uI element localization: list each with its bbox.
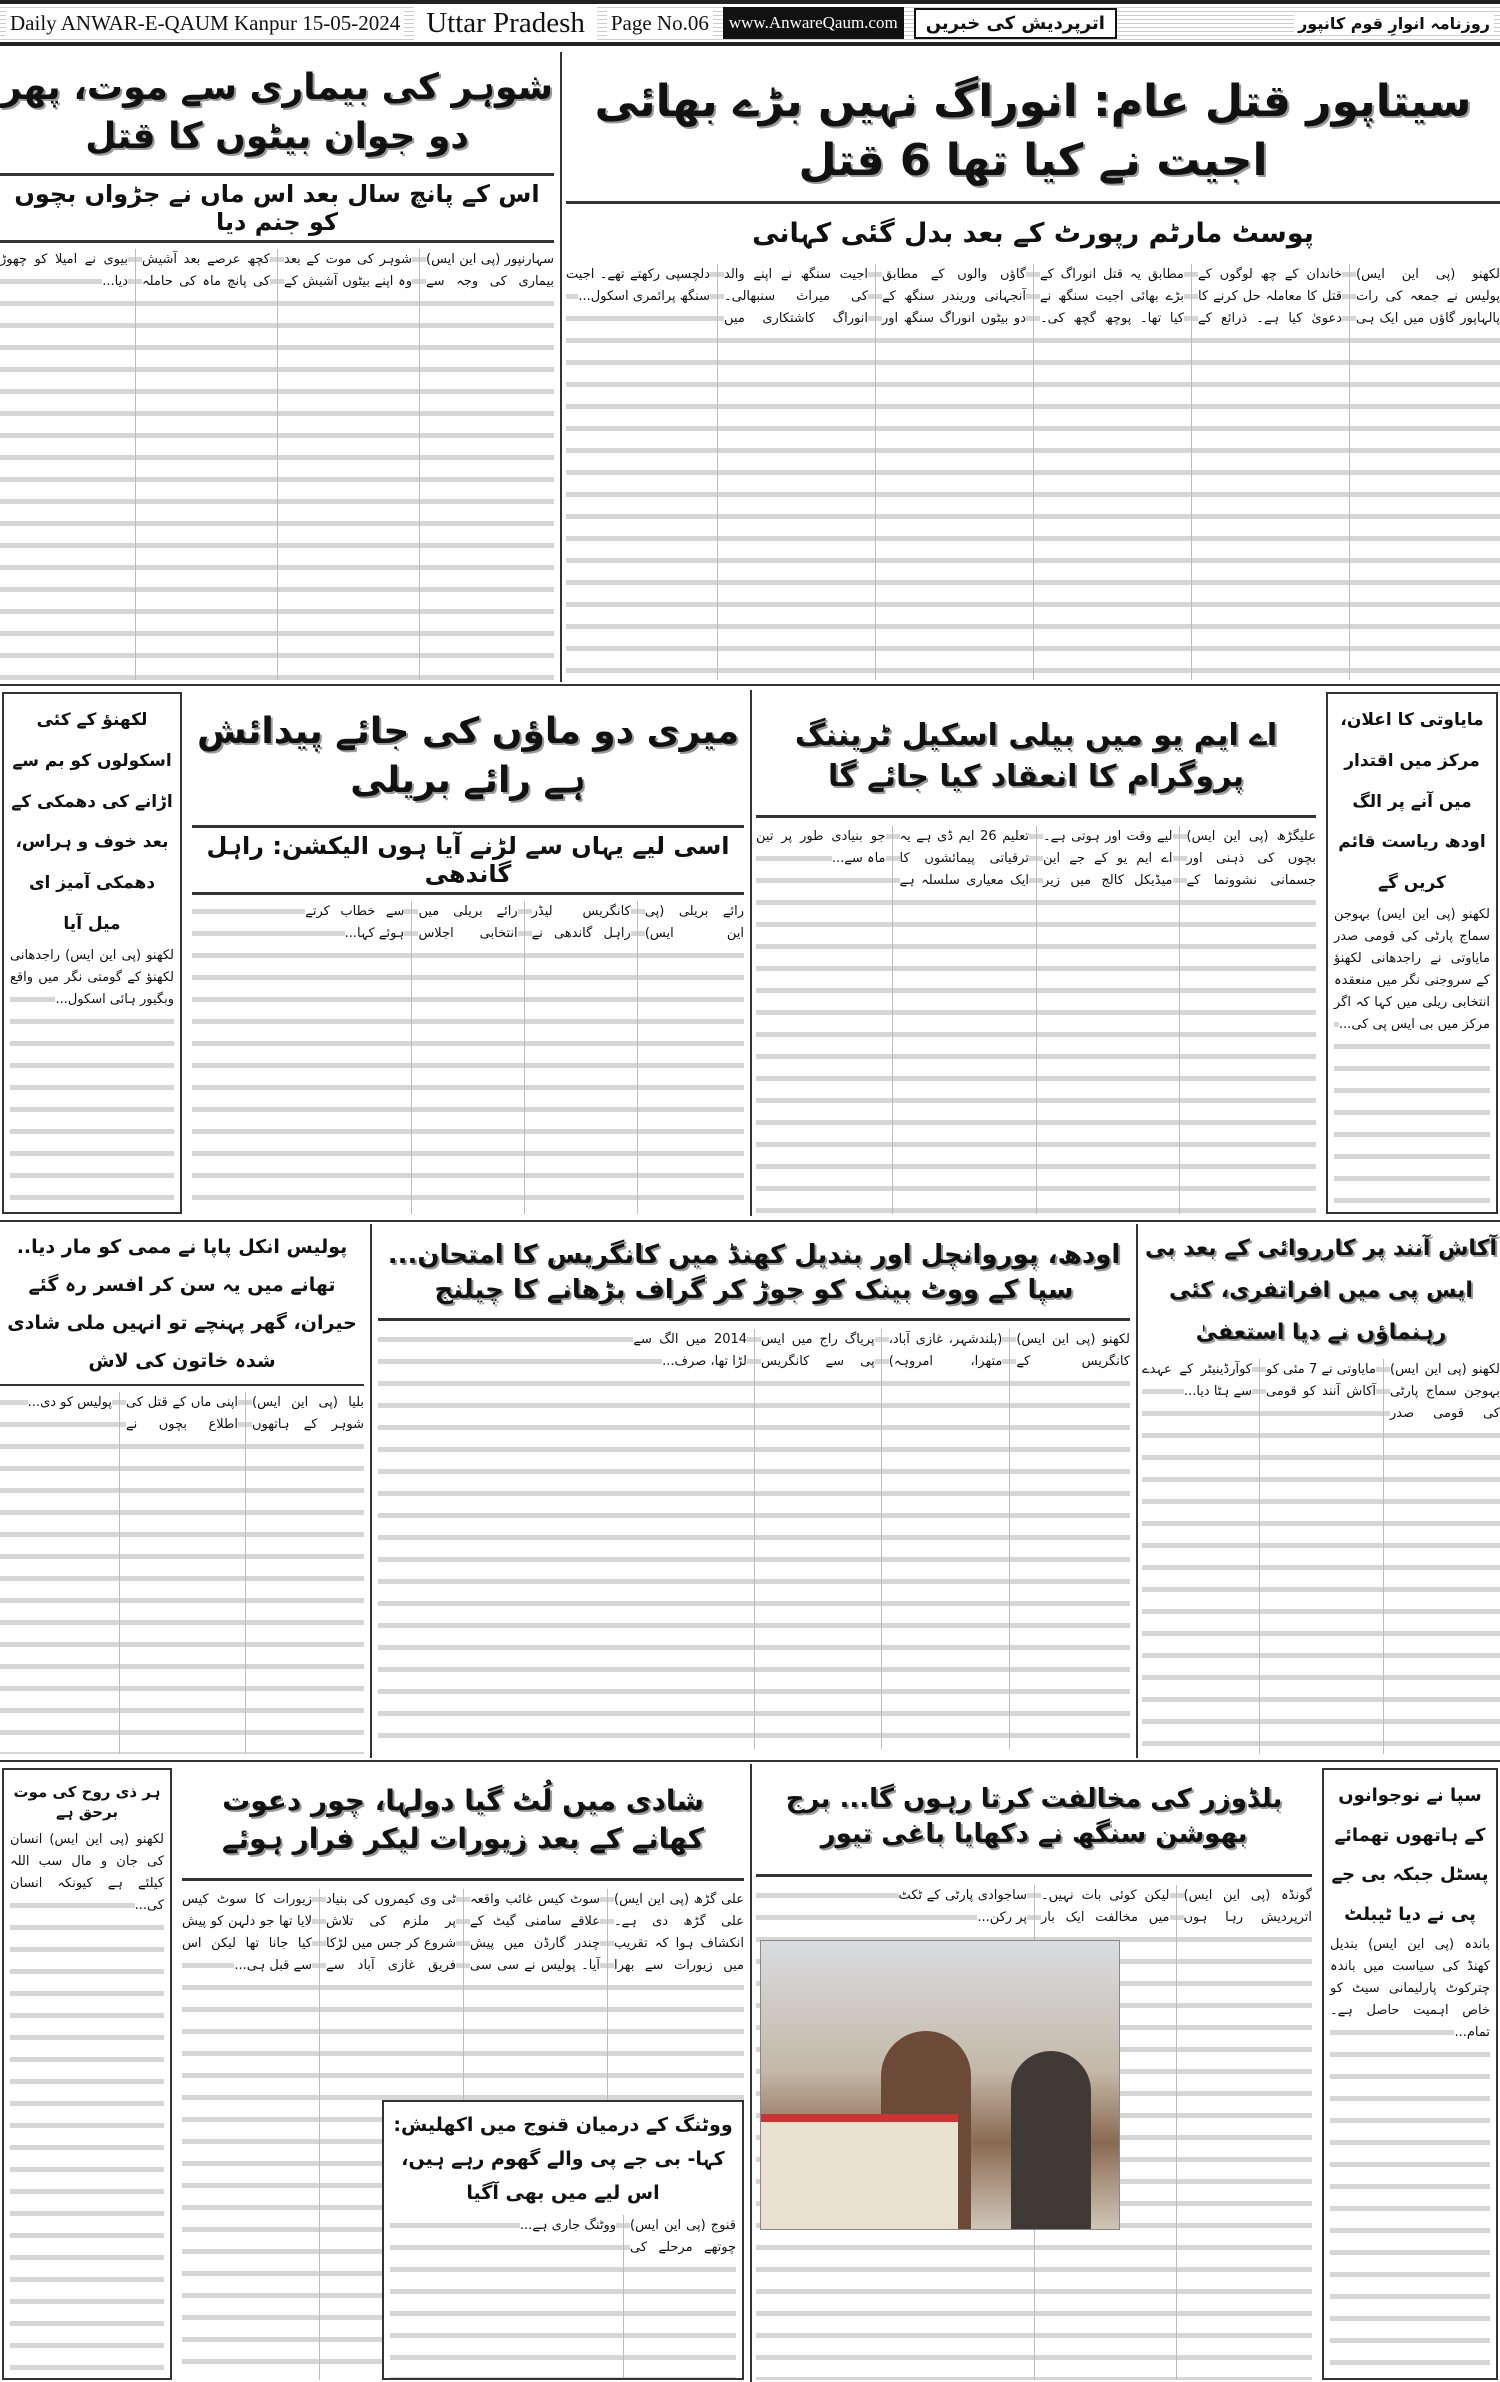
page-title: Uttar Pradesh [414,7,597,40]
newspaper-logo: روزنامہ انوارِ قوم کانپور [1294,14,1494,33]
article-body: باندہ (پی این ایس) بندیل کھنڈ کی سیاست میں باندہ چترکوٹ پارلیمانی سیٹ کو خاص اہمیت حاصل ہے۔ تمام... [1330,1934,1490,2374]
article-body: علیگڑھ (پی این ایس) بچوں کی ذہنی اور جسمانی نشوونما کے لیے وقت اور ہوتی ہے۔ اے ایم یو کے جے این میڈیکل کالج میں زیر تعلیم 26 ایم ڈی ہے یہ ترقیاتی پیمائشوں کا ایک معیاری سلسلہ ہے جو بنیادی طور پر تین ماہ سے... [756,826,1316,1214]
story-sitapur [566,54,1500,680]
story-rahul [192,692,744,1214]
story-congress [378,1228,1130,1754]
headline: سپا نے نوجوانوں کے ہاتھوں تھمائے پسٹل جبکہ بی جے پی نے دیا ٹیبلٹ [1331,1785,1489,1925]
article-body: گونڈہ (پی این ایس) اترپردیش رہا ہوں لیکن کوئی بات نہیں۔ میں مخالفت ایک بار ساجوادی پارٹی کے ٹکٹ پر رکن... [756,1885,1312,2380]
article-body: سہارنپور (پی این ایس) بیماری کی وجہ سے شوہر کی موت کے بعد وہ اپنے بیٹوں آشیش کے کچھ عرصے بعد آشیش کی پانچ ماہ کی حاملہ بیوی نے امیلا کو چھوڑ دیا... [0,249,554,680]
story-amu [756,692,1316,1214]
headline: شوہر کی بیماری سے موت، پھر دو جوان بیٹوں کا قتل [1,67,553,157]
article-body: علی گڑھ (پی این ایس) علی گڑھ دی ہے۔ انکشاف ہوا کہ تقریب میں زیورات سے بھرا سوٹ کیس غائب واقعہ علاقے سامنی گیٹ کے چندر گارڈن میں پیش آیا۔ پولیس نے سی سی ٹی وی کیمروں کی بنیاد پر ملزم کی تلاش شروع کر جس میں لڑکا فریق غازی آباد سے زیورات کا سوٹ کیس لایا تھا جو دلہن کو پیش کیا جانا تھا لیکن اس سے قبل ہی... [182,1889,744,2380]
article-body: رائے بریلی (پی این ایس) کانگریس لیڈر راہل گاندھی نے رائے بریلی میں انتخابی اجلاس سے خطاب کرتے ہوئے کہا... [192,901,744,1214]
headline: ہر ذی روح کی موت برحق ہے [13,1783,161,1822]
article-body: لکھنو (پی این ایس) پولیس نے جمعہ کی رات پالہاپور گاؤں میں ایک ہی خاندان کے چھ لوگوں کے قتل کا معاملہ حل کرنے کا دعویٰ کیا ہے۔ ذرائع کے مطابق یہ قتل انوراگ کے بڑے بھائی اجیت سنگھ نے کیا تھا۔ پوچھ گچھ کی۔ گاؤں والوں کے مطابق آنجہانی وریندر سنگھ کے دو بیٹوں انوراگ سنگھ اور اجیت سنگھ نے اپنے والد کی میراث سنبھالی۔ انوراگ کاشتکاری میں دلچسپی رکھتے تھے۔ اجیت سنگھ پرائمری اسکول... [566,264,1500,680]
article-body: لکھنو (پی این ایس) بہوجن سماج پارٹی کی قومی صدر مایاوتی نے 7 مئی کو آکاش آنند کو قومی کوآرڈینیٹر کے عہدے سے ہٹا دیا... [1142,1359,1500,1754]
headline: سیتاپور قتل عام: انوراگ نہیں بڑے بھائی اجیت نے کیا تھا 6 قتل [566,54,1500,204]
section-label: اترپردیش کی خبریں [914,8,1117,39]
headline: لکھنؤ کے کئی اسکولوں کو بم سے اڑانے کی دھمکی کے بعد خوف و ہراس، دھمکی آمیز ای میل آیا [11,710,173,934]
masthead [0,0,1500,46]
story-police [0,1228,364,1754]
story-akhilesh [382,2100,744,2380]
page-number: Page No.06 [607,11,713,36]
article-body: قنوج (پی این ایس) چوتھے مرحلے کی ووٹنگ جاری ہے... [390,2215,736,2380]
article-body: لکھنو (پی این ایس) بہوجن سماج پارٹی کی قومی صدر مایاوتی نے راجدھانی لکھنؤ کے سروجنی نگر میں منعقدہ انتخابی ریلی میں کہا کہ اگر مرکز میں بی ایس پی کی... [1334,904,1490,1214]
headline: پولیس انکل پاپا نے ممی کو مار دیا.. تھانے میں یہ سن کر افسر رہ گئے حیران، گھر پہنچے تو انہیں ملی شادی شدہ خاتون کی لاش [0,1228,364,1386]
story-akash [1142,1228,1500,1754]
brij-bhushan-rally-photo [760,1940,1120,2230]
article-body: لکھنو (پی این ایس) راجدھانی لکھنؤ کے گومتی نگر میں واقع وبگیور ہائی اسکول... [10,945,174,1214]
article-body: لکھنو (پی این ایس) انسان کی جان و مال سب اللہ کیلئے ہے کیونکہ انسان کی... [10,1829,164,2381]
story-soul [2,1768,172,2380]
story-saharanpur [0,54,554,680]
story-banda [1322,1768,1498,2380]
headline: مایاوتی کا اعلان، مرکز میں اقتدار میں آنے پر الگ اودھ ریاست قائم کریں گے [1338,710,1486,894]
article-body: بلیا (پی این ایس) شوہر کے ہاتھوں اپنی ماں کے قتل کی اطلاع بچوں نے پولیس کو دی... [0,1392,364,1754]
website-link[interactable]: www.AnwareQaum.com [723,7,904,39]
headline: میری دو ماؤں کی جائے پیدائش ہے رائے بریلی [197,711,739,801]
headline: شادی میں لُٹ گیا دولہا، چور دعوت کھانے کے بعد زیورات لیکر فرار ہوئے [182,1768,744,1881]
headline: بلڈوزر کی مخالفت کرتا رہوں گا... برج بھوشن سنگھ نے دکھایا باغی تیور [756,1768,1312,1877]
headline: اے ایم یو میں بیلی اسکیل ٹریننگ پروگرام کا انعقاد کیا جائے گا [756,692,1316,818]
subheadline: اسی لیے یہاں سے لڑنے آیا ہوں الیکشن: راہل گاندھی [192,825,744,895]
subheadline: پوسٹ مارٹم رپورٹ کے بعد بدل گئی کہانی [752,217,1314,249]
article-body: لکھنو (پی این ایس) کانگریس کے (بلندشہر، غازی آباد، متھرا، امروہہ) پریاگ راج میں ایس پی سے کانگریس 2014 میں الگ سے لڑا تھا، صرف... [378,1329,1130,1749]
subheadline: اس کے پانچ سال بعد اس ماں نے جڑواں بچوں کو جنم دیا [0,173,554,243]
edition-line: Daily ANWAR-E-QAUM Kanpur 15-05-2024 [6,11,404,36]
headline: آکاش آنند پر کارروائی کے بعد بی ایس پی میں افراتفری، کئی رہنماؤں نے دیا استعفیٰ [1144,1236,1498,1345]
headline: ووٹنگ کے درمیان قنوج میں اکھلیش: کہا- بی جے پی والے گھوم رہے ہیں، اس لیے میں بھی آگیا [393,2114,733,2205]
story-lucknow-schools [2,692,182,1214]
headline: اودھ، پوروانچل اور بندیل کھنڈ میں کانگریس کا امتحان... سپا کے ووٹ بینک کو جوڑ کر گراف بڑھانے کا چیلنج [378,1228,1130,1321]
story-mayawati [1326,692,1498,1214]
